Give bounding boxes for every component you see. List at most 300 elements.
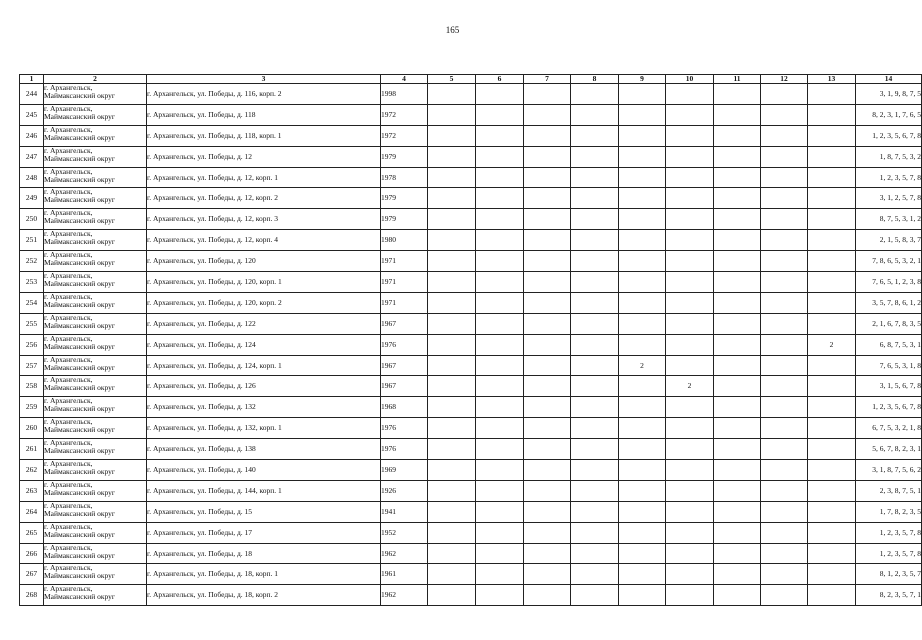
value-cell-col-13 xyxy=(808,418,856,439)
value-cell-col-12 xyxy=(761,355,808,376)
location-city: г. Архангельск, xyxy=(44,584,93,594)
value-cell-col-7 xyxy=(524,188,571,209)
location-city: г. Архангельск, xyxy=(44,166,93,176)
location-city: г. Архангельск, xyxy=(44,229,93,239)
year-cell: 1941 xyxy=(381,501,428,522)
year-cell: 1980 xyxy=(381,230,428,251)
address-cell: г. Архангельск, ул. Победы, д. 124 xyxy=(147,334,381,355)
value-cell-col-8 xyxy=(571,230,619,251)
row-number-cell: 260 xyxy=(20,418,44,439)
value-cell-col-10 xyxy=(666,522,714,543)
value-cell-col-7 xyxy=(524,334,571,355)
priority-list-cell: 5, 6, 7, 8, 2, 3, 1 xyxy=(856,439,922,460)
value-cell-col-11 xyxy=(714,188,761,209)
row-number-cell: 250 xyxy=(20,209,44,230)
table-row xyxy=(20,585,922,606)
priority-list-cell: 8, 7, 5, 3, 1, 2 xyxy=(856,209,922,230)
value-cell-col-7 xyxy=(524,418,571,439)
value-cell-col-5 xyxy=(428,146,476,167)
location-city: г. Архангельск, xyxy=(44,396,93,406)
value-cell-col-8 xyxy=(571,355,619,376)
table-row xyxy=(20,272,922,293)
value-cell-col-9: 2 xyxy=(619,355,666,376)
year-cell: 1971 xyxy=(381,292,428,313)
location-city: г. Архангельск, xyxy=(44,250,93,260)
value-cell-col-5 xyxy=(428,439,476,460)
table-row xyxy=(20,564,922,585)
value-cell-col-6 xyxy=(476,480,524,501)
row-number-cell: 257 xyxy=(20,355,44,376)
value-cell-col-6 xyxy=(476,585,524,606)
value-cell-col-8 xyxy=(571,522,619,543)
location-cell xyxy=(44,167,147,188)
value-cell-col-11 xyxy=(714,376,761,397)
priority-list-cell: 1, 2, 3, 5, 7, 8 xyxy=(856,543,922,564)
value-cell-col-7 xyxy=(524,376,571,397)
value-cell-col-10 xyxy=(666,188,714,209)
value-cell-col-11 xyxy=(714,522,761,543)
value-cell-col-8 xyxy=(571,84,619,105)
value-cell-col-10 xyxy=(666,251,714,272)
value-cell-col-7 xyxy=(524,585,571,606)
value-cell-col-13 xyxy=(808,376,856,397)
location-cell xyxy=(44,543,147,564)
value-cell-col-10 xyxy=(666,167,714,188)
row-number-cell: 247 xyxy=(20,146,44,167)
column-header: 7 xyxy=(524,75,571,84)
value-cell-col-10 xyxy=(666,209,714,230)
address-cell: г. Архангельск, ул. Победы, д. 126 xyxy=(147,376,381,397)
value-cell-col-13 xyxy=(808,501,856,522)
column-header: 3 xyxy=(147,75,381,84)
value-cell-col-7 xyxy=(524,230,571,251)
value-cell-col-12 xyxy=(761,501,808,522)
location-city: г. Архангельск, xyxy=(44,479,93,489)
location-city: г. Архангельск, xyxy=(44,500,93,510)
value-cell-col-13 xyxy=(808,522,856,543)
value-cell-col-11 xyxy=(714,460,761,481)
table-row xyxy=(20,334,922,355)
value-cell-col-9 xyxy=(619,543,666,564)
table-row xyxy=(20,251,922,272)
column-header: 5 xyxy=(428,75,476,84)
value-cell-col-7 xyxy=(524,272,571,293)
location-city: г. Архангельск, xyxy=(44,542,93,552)
value-cell-col-10 xyxy=(666,585,714,606)
value-cell-col-8 xyxy=(571,376,619,397)
location-district: Маймаксанский округ xyxy=(44,487,116,497)
column-header: 6 xyxy=(476,75,524,84)
value-cell-col-9 xyxy=(619,522,666,543)
value-cell-col-11 xyxy=(714,230,761,251)
value-cell-col-11 xyxy=(714,313,761,334)
location-city: г. Архангельск, xyxy=(44,291,93,301)
column-header: 4 xyxy=(381,75,428,84)
location-city: г. Архангельск, xyxy=(44,83,93,92)
value-cell-col-12 xyxy=(761,230,808,251)
value-cell-col-11 xyxy=(714,209,761,230)
value-cell-col-12 xyxy=(761,209,808,230)
value-cell-col-11 xyxy=(714,501,761,522)
value-cell-col-9 xyxy=(619,439,666,460)
location-cell xyxy=(44,84,147,105)
value-cell-col-10 xyxy=(666,292,714,313)
location-district: Маймаксанский округ xyxy=(44,362,116,372)
value-cell-col-8 xyxy=(571,564,619,585)
value-cell-col-11 xyxy=(714,146,761,167)
row-number-cell: 262 xyxy=(20,460,44,481)
table-row xyxy=(20,313,922,334)
value-cell-col-5 xyxy=(428,230,476,251)
value-cell-col-7 xyxy=(524,564,571,585)
value-cell-col-6 xyxy=(476,501,524,522)
value-cell-col-5 xyxy=(428,272,476,293)
year-cell: 1972 xyxy=(381,125,428,146)
location-cell xyxy=(44,418,147,439)
row-number-cell: 258 xyxy=(20,376,44,397)
value-cell-col-9 xyxy=(619,272,666,293)
value-cell-col-10 xyxy=(666,313,714,334)
priority-list-cell: 2, 1, 6, 7, 8, 3, 5 xyxy=(856,313,922,334)
location-city: г. Архангельск, xyxy=(44,438,93,448)
table-row xyxy=(20,355,922,376)
value-cell-col-12 xyxy=(761,376,808,397)
location-city: г. Архангельск, xyxy=(44,145,93,155)
location-district: Маймаксанский округ xyxy=(44,341,116,351)
value-cell-col-7 xyxy=(524,84,571,105)
location-cell xyxy=(44,209,147,230)
value-cell-col-6 xyxy=(476,418,524,439)
page-number: 165 xyxy=(445,25,460,35)
value-cell-col-9 xyxy=(619,480,666,501)
value-cell-col-12 xyxy=(761,272,808,293)
value-cell-col-10 xyxy=(666,397,714,418)
year-cell: 1972 xyxy=(381,104,428,125)
value-cell-col-8 xyxy=(571,480,619,501)
row-number-cell: 251 xyxy=(20,230,44,251)
location-cell xyxy=(44,125,147,146)
value-cell-col-12 xyxy=(761,146,808,167)
value-cell-col-7 xyxy=(524,292,571,313)
priority-list-cell: 1, 2, 3, 5, 6, 7, 8 xyxy=(856,397,922,418)
value-cell-col-5 xyxy=(428,585,476,606)
value-cell-col-10 xyxy=(666,84,714,105)
location-district: Маймаксанский округ xyxy=(44,508,116,518)
location-district: Маймаксанский округ xyxy=(44,467,116,477)
value-cell-col-10 xyxy=(666,125,714,146)
location-city: г. Архангельск, xyxy=(44,459,93,469)
location-cell xyxy=(44,292,147,313)
value-cell-col-5 xyxy=(428,376,476,397)
year-cell: 1998 xyxy=(381,84,428,105)
priority-list-cell: 3, 1, 5, 6, 7, 8 xyxy=(856,376,922,397)
priority-list-cell: 7, 8, 6, 5, 3, 2, 1 xyxy=(856,251,922,272)
location-district: Маймаксанский округ xyxy=(44,446,116,456)
value-cell-col-8 xyxy=(571,272,619,293)
address-cell: г. Архангельск, ул. Победы, д. 120 xyxy=(147,251,381,272)
value-cell-col-13 xyxy=(808,146,856,167)
location-district: Маймаксанский округ xyxy=(44,174,116,184)
value-cell-col-6 xyxy=(476,397,524,418)
value-cell-col-10 xyxy=(666,230,714,251)
value-cell-col-9 xyxy=(619,84,666,105)
value-cell-col-7 xyxy=(524,397,571,418)
location-cell xyxy=(44,230,147,251)
location-district: Маймаксанский округ xyxy=(44,132,116,142)
year-cell: 1967 xyxy=(381,355,428,376)
value-cell-col-5 xyxy=(428,480,476,501)
location-cell xyxy=(44,188,147,209)
location-city: г. Архангельск, xyxy=(44,103,93,113)
priority-list-cell: 8, 1, 2, 3, 5, 7 xyxy=(856,564,922,585)
row-number-cell: 264 xyxy=(20,501,44,522)
year-cell: 1979 xyxy=(381,146,428,167)
table-row xyxy=(20,167,922,188)
row-number-cell: 254 xyxy=(20,292,44,313)
value-cell-col-11 xyxy=(714,334,761,355)
address-cell: г. Архангельск, ул. Победы, д. 12 xyxy=(147,146,381,167)
row-number-cell: 249 xyxy=(20,188,44,209)
value-cell-col-5 xyxy=(428,460,476,481)
year-cell: 1969 xyxy=(381,460,428,481)
value-cell-col-9 xyxy=(619,251,666,272)
value-cell-col-7 xyxy=(524,104,571,125)
value-cell-col-12 xyxy=(761,585,808,606)
priority-list-cell: 2, 3, 8, 7, 5, 1 xyxy=(856,480,922,501)
value-cell-col-5 xyxy=(428,251,476,272)
location-district: Маймаксанский округ xyxy=(44,299,116,309)
priority-list-cell: 1, 2, 3, 5, 7, 8 xyxy=(856,167,922,188)
value-cell-col-13 xyxy=(808,104,856,125)
value-cell-col-8 xyxy=(571,543,619,564)
location-city: г. Архангельск, xyxy=(44,417,93,427)
location-city: г. Архангельск, xyxy=(44,312,93,322)
row-number-cell: 256 xyxy=(20,334,44,355)
value-cell-col-11 xyxy=(714,84,761,105)
location-district: Маймаксанский округ xyxy=(44,571,116,581)
value-cell-col-12 xyxy=(761,313,808,334)
location-city: г. Архангельск, xyxy=(44,354,93,364)
value-cell-col-8 xyxy=(571,209,619,230)
value-cell-col-7 xyxy=(524,209,571,230)
value-cell-col-9 xyxy=(619,313,666,334)
row-number-cell: 253 xyxy=(20,272,44,293)
value-cell-col-13 xyxy=(808,84,856,105)
value-cell-col-13 xyxy=(808,397,856,418)
value-cell-col-8 xyxy=(571,397,619,418)
value-cell-col-12 xyxy=(761,104,808,125)
value-cell-col-13 xyxy=(808,251,856,272)
value-cell-col-8 xyxy=(571,585,619,606)
table-row xyxy=(20,501,922,522)
location-cell xyxy=(44,522,147,543)
value-cell-col-6 xyxy=(476,543,524,564)
row-number-cell: 252 xyxy=(20,251,44,272)
table-row xyxy=(20,104,922,125)
value-cell-col-11 xyxy=(714,355,761,376)
value-cell-col-13: 2 xyxy=(808,334,856,355)
row-number-cell: 255 xyxy=(20,313,44,334)
location-cell xyxy=(44,104,147,125)
year-cell: 1976 xyxy=(381,439,428,460)
value-cell-col-5 xyxy=(428,209,476,230)
address-cell: г. Архангельск, ул. Победы, д. 12, корп. 1 xyxy=(147,167,381,188)
row-number-cell: 248 xyxy=(20,167,44,188)
value-cell-col-13 xyxy=(808,292,856,313)
value-cell-col-13 xyxy=(808,209,856,230)
location-district: Маймаксанский округ xyxy=(44,383,116,393)
address-cell: г. Архангельск, ул. Победы, д. 12, корп. 2 xyxy=(147,188,381,209)
value-cell-col-10 xyxy=(666,104,714,125)
location-cell xyxy=(44,501,147,522)
value-cell-col-6 xyxy=(476,522,524,543)
location-city: г. Архангельск, xyxy=(44,124,93,134)
value-cell-col-6 xyxy=(476,272,524,293)
value-cell-col-7 xyxy=(524,501,571,522)
table-row xyxy=(20,480,922,501)
value-cell-col-5 xyxy=(428,104,476,125)
address-cell: г. Архангельск, ул. Победы, д. 18 xyxy=(147,543,381,564)
table-row xyxy=(20,230,922,251)
value-cell-col-6 xyxy=(476,125,524,146)
value-cell-col-10: 2 xyxy=(666,376,714,397)
value-cell-col-6 xyxy=(476,84,524,105)
priority-list-cell: 8, 2, 3, 1, 7, 6, 5 xyxy=(856,104,922,125)
value-cell-col-7 xyxy=(524,543,571,564)
value-cell-col-5 xyxy=(428,125,476,146)
location-city: г. Архангельск, xyxy=(44,563,93,573)
value-cell-col-12 xyxy=(761,460,808,481)
value-cell-col-8 xyxy=(571,146,619,167)
value-cell-col-8 xyxy=(571,167,619,188)
year-cell: 1952 xyxy=(381,522,428,543)
row-number-cell: 263 xyxy=(20,480,44,501)
value-cell-col-13 xyxy=(808,167,856,188)
column-header: 1 xyxy=(20,75,44,84)
location-city: г. Архангельск, xyxy=(44,521,93,531)
value-cell-col-5 xyxy=(428,543,476,564)
year-cell: 1971 xyxy=(381,272,428,293)
column-header: 9 xyxy=(619,75,666,84)
value-cell-col-9 xyxy=(619,397,666,418)
value-cell-col-10 xyxy=(666,418,714,439)
year-cell: 1979 xyxy=(381,209,428,230)
priority-list-cell: 7, 6, 5, 1, 2, 3, 8 xyxy=(856,272,922,293)
location-cell xyxy=(44,251,147,272)
value-cell-col-12 xyxy=(761,543,808,564)
value-cell-col-8 xyxy=(571,460,619,481)
value-cell-col-12 xyxy=(761,84,808,105)
address-cell: г. Архангельск, ул. Победы, д. 12, корп. 3 xyxy=(147,209,381,230)
address-cell: г. Архангельск, ул. Победы, д. 17 xyxy=(147,522,381,543)
priority-list-cell: 3, 1, 8, 7, 5, 6, 2 xyxy=(856,460,922,481)
value-cell-col-11 xyxy=(714,397,761,418)
value-cell-col-8 xyxy=(571,292,619,313)
value-cell-col-6 xyxy=(476,313,524,334)
value-cell-col-7 xyxy=(524,146,571,167)
value-cell-col-10 xyxy=(666,439,714,460)
address-cell: г. Архангельск, ул. Победы, д. 12, корп. 4 xyxy=(147,230,381,251)
priority-list-cell: 3, 1, 2, 5, 7, 8 xyxy=(856,188,922,209)
value-cell-col-11 xyxy=(714,167,761,188)
year-cell: 1968 xyxy=(381,397,428,418)
value-cell-col-12 xyxy=(761,439,808,460)
location-district: Маймаксанский округ xyxy=(44,111,116,121)
value-cell-col-9 xyxy=(619,292,666,313)
value-cell-col-6 xyxy=(476,146,524,167)
value-cell-col-12 xyxy=(761,125,808,146)
value-cell-col-7 xyxy=(524,313,571,334)
row-number-cell: 265 xyxy=(20,522,44,543)
value-cell-col-10 xyxy=(666,543,714,564)
location-district: Маймаксанский округ xyxy=(44,550,116,560)
value-cell-col-5 xyxy=(428,397,476,418)
location-district: Маймаксанский округ xyxy=(44,529,116,539)
value-cell-col-9 xyxy=(619,376,666,397)
location-cell xyxy=(44,146,147,167)
value-cell-col-9 xyxy=(619,167,666,188)
table-row xyxy=(20,146,922,167)
address-cell: г. Архангельск, ул. Победы, д. 122 xyxy=(147,313,381,334)
location-city: г. Архангельск, xyxy=(44,187,93,197)
location-cell xyxy=(44,376,147,397)
value-cell-col-9 xyxy=(619,418,666,439)
priority-list-cell: 2, 1, 5, 8, 3, 7 xyxy=(856,230,922,251)
value-cell-col-5 xyxy=(428,355,476,376)
value-cell-col-11 xyxy=(714,480,761,501)
value-cell-col-6 xyxy=(476,460,524,481)
value-cell-col-7 xyxy=(524,355,571,376)
address-cell: г. Архангельск, ул. Победы, д. 140 xyxy=(147,460,381,481)
location-district: Маймаксанский округ xyxy=(44,592,116,602)
value-cell-col-6 xyxy=(476,251,524,272)
value-cell-col-12 xyxy=(761,292,808,313)
table-row xyxy=(20,397,922,418)
value-cell-col-7 xyxy=(524,480,571,501)
location-district: Маймаксанский округ xyxy=(44,258,116,268)
value-cell-col-6 xyxy=(476,564,524,585)
year-cell: 1971 xyxy=(381,251,428,272)
value-cell-col-6 xyxy=(476,230,524,251)
value-cell-col-7 xyxy=(524,439,571,460)
value-cell-col-13 xyxy=(808,355,856,376)
value-cell-col-12 xyxy=(761,418,808,439)
priority-list-cell: 8, 2, 3, 5, 7, 1 xyxy=(856,585,922,606)
value-cell-col-12 xyxy=(761,522,808,543)
location-city: г. Архангельск, xyxy=(44,375,93,385)
year-cell: 1961 xyxy=(381,564,428,585)
table-row xyxy=(20,125,922,146)
location-cell xyxy=(44,355,147,376)
value-cell-col-11 xyxy=(714,564,761,585)
column-header: 13 xyxy=(808,75,856,84)
address-cell: г. Архангельск, ул. Победы, д. 118, корп. 1 xyxy=(147,125,381,146)
value-cell-col-6 xyxy=(476,334,524,355)
priority-list-cell: 6, 7, 5, 3, 2, 1, 8 xyxy=(856,418,922,439)
value-cell-col-13 xyxy=(808,564,856,585)
value-cell-col-5 xyxy=(428,564,476,585)
address-cell: г. Архангельск, ул. Победы, д. 116, корп. 2 xyxy=(147,84,381,105)
address-cell: г. Архангельск, ул. Победы, д. 144, корп. 1 xyxy=(147,480,381,501)
table-row xyxy=(20,418,922,439)
value-cell-col-6 xyxy=(476,376,524,397)
value-cell-col-10 xyxy=(666,564,714,585)
column-header: 14 xyxy=(856,75,922,84)
value-cell-col-5 xyxy=(428,522,476,543)
value-cell-col-10 xyxy=(666,334,714,355)
value-cell-col-10 xyxy=(666,501,714,522)
value-cell-col-13 xyxy=(808,272,856,293)
